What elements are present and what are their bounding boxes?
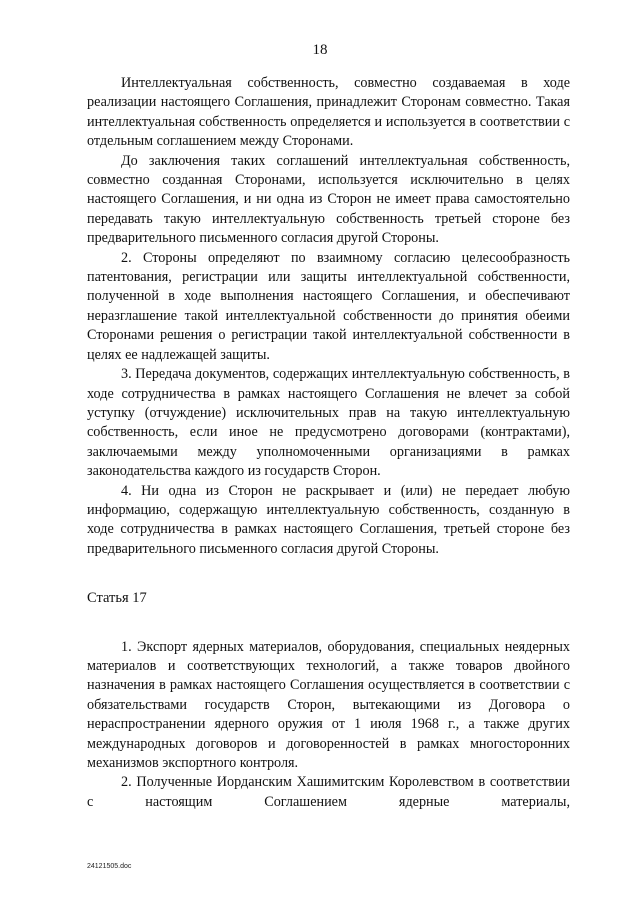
paragraph-ip-joint-ownership: Интеллектуальная собственность, совместно создаваемая в ходе реализации настоящего Соглашения, принадлежит Сторонам совместно. Такая интеллектуальная собственность определяется и используется в соответствии с отдельным соглашением между Сторонами. [87,75,570,150]
paragraph-ip-item-4: 4. Ни одна из Сторон не раскрывает и (или) не передает любую информацию, содержащую интеллектуальную собственность, созданную в ходе сотрудничества в рамках настоящего Соглашения, третьей стороне без предварительного письменного согласия другой Стороны. [87,482,570,557]
paragraph-article-item-2: 2. Полученные Иорданским Хашимитским Королевством в соответствии с настоящим Соглашением ядерные материалы, [87,774,570,810]
paragraph-ip-item-2: 2. Стороны определяют по взаимному согласию целесообразность патентования, регистрации или защиты интеллектуальной собственности, полученной в ходе выполнения настоящего Соглашения, и обеспечивают неразглашение такой интеллектуальной собственности до принятия обеими Сторонами решения о регистрации такой интеллектуальной собственности в целях ее надлежащей защиты. [87,249,570,363]
document-body [87,74,570,812]
paragraph-ip-item-3: 3. Передача документов, содержащих интеллектуальную собственность, в ходе сотрудничества в рамках настоящего Соглашения не влечет за собой уступку (отчуждение) исключительных прав на такую интеллектуальную собственность, если иное не предусмотрено договорами (контрактами), заключаемыми между уполномоченными организациями в рамках законодательства каждого из государств Сторон. [87,366,570,480]
paragraph-ip-before-agreements: До заключения таких соглашений интеллектуальная собственность, совместно созданная Сторонами, используется исключительно в целях настоящего Соглашения, и ни одна из Сторон не имеет права самостоятельно передавать такую интеллектуальную собственность третьей стороне без предварительного письменного согласия другой Стороны. [87,152,570,247]
article-heading: Статья 17 [87,590,147,607]
page-number: 18 [312,42,328,58]
footer-filename: 24121505.doc [87,863,132,870]
paragraph-article-item-1: 1. Экспорт ядерных материалов, оборудования, специальных неядерных материалов и соответствующих технологий, а также товаров двойного назначения в рамках настоящего Соглашения осуществляется в соответствии с обязательствами государств Сторон, вытекающими из Договора о нераспространении ядерного оружия от 1 июля 1968 г., а также других международных договоров и договоренностей в рамках многосторонних механизмов экспортного контроля. [87,638,570,771]
